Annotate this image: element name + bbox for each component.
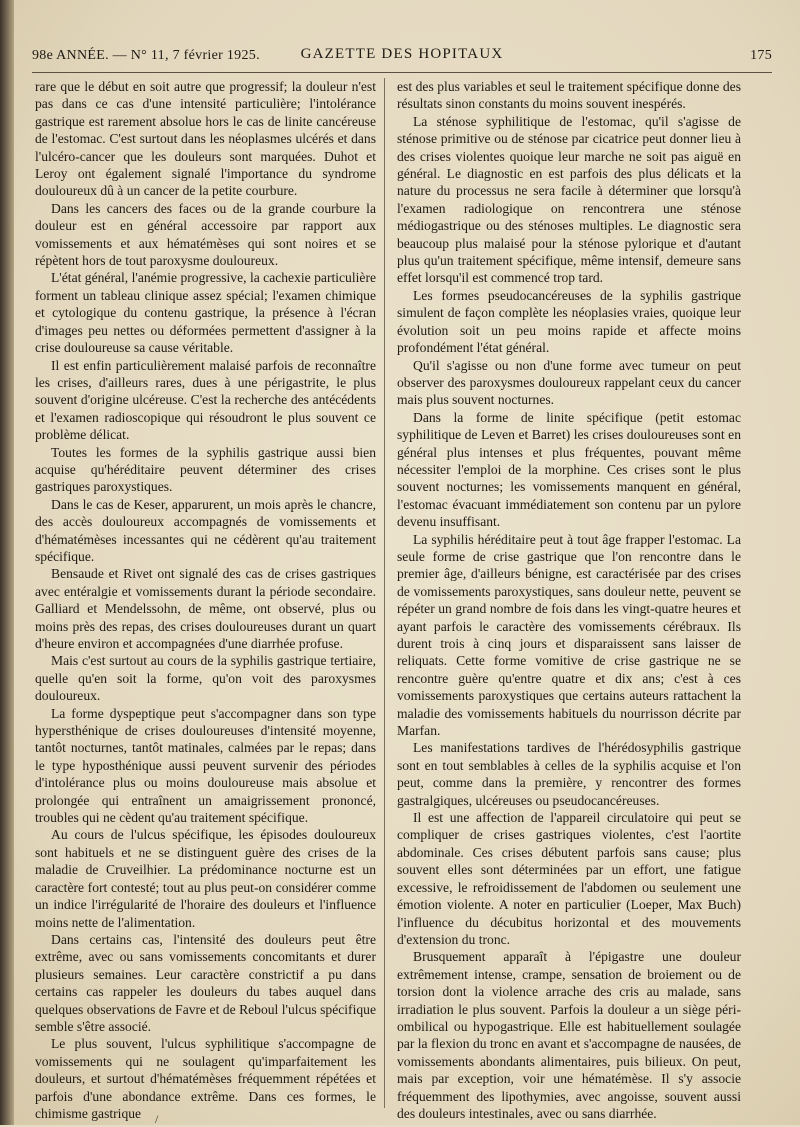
issue-info: 98e ANNÉE. — N° 11, 7 février 1925. (32, 48, 260, 63)
paragraph: Il est enfin particulièrement malaisé parfois de reconnaître les crises, d'ailleurs rares, dues à une périgastrite, le plus souvent d'origine ulcéreuse. C'est la recherche des antécédents et l'examen radioscopique qui résoudront le plus souvent ce problème délicat. (35, 357, 376, 443)
binding-edge (0, 0, 14, 1125)
pencil-mark: / (155, 1112, 159, 1126)
paragraph: Mais c'est surtout au cours de la syphilis gastrique tertiaire, quelle qu'en soit la forme, qu'on voit des paroxysmes douloureux. (35, 653, 376, 704)
paragraph: Au cours de l'ulcus spécifique, les épisodes douloureux sont habituels et ne se distinguent guère des crises de la maladie de Cruveilhier. La prédominance nocturne est un caractère fort contesté; tout au plus peut-on considérer comme un indice l'irrégularité de l'horaire des douleurs et l'influence moins nette de l'alimentation. (35, 827, 376, 930)
paragraph: Les manifestations tardives de l'hérédosyphilis gastrique sont en tout semblables à celles de la syphilis acquise et l'on peut, comme dans la première, y rencontrer des formes gastralgiques, ulcéreuses ou pseudocancéreuses. (397, 740, 741, 808)
paragraph: est des plus variables et seul le traitement spécifique donne des résultats sinon constants du moins souvent inespérés. (397, 79, 741, 112)
page-number: 175 (750, 48, 772, 63)
left-column (35, 78, 376, 1122)
paragraph: Brusquement apparaît à l'épigastre une douleur extrêmement intense, crampe, sensation de broiement ou de torsion dont la violence arrache des cris au malade, sans irradiation le plus souvent. Parfois la douleur a un siège péri-ombilical ou hypogastrique. Elle est habituellement soulagée par la flexion du tronc en avant et s'accompagne de nausées, de vomissements abondants alimentaires, puis bilieux. On peut, mais par exception, voir une hématémèse. Il s'y associe fréquemment des lipothymies, avec angoisse, souvent aussi des douleurs intestinales, avec ou sans diarrhée. (397, 949, 741, 1121)
paragraph: Le plus souvent, l'ulcus syphilitique s'accompagne de vomissements qui ne soulagent qu'imparfaitement les douleurs, et surtout d'hématémèses fréquemment répétées et parfois d'une abondance extrême. Dans ces formes, le chimisme gastrique (35, 1036, 376, 1121)
paragraph: Dans le cas de Keser, apparurent, un mois après le chancre, des accès douloureux accompagnés de vomissements et d'hématémèses incessantes qui ne cédèrent qu'au traitement spécifique. (35, 496, 376, 564)
paragraph: Qu'il s'agisse ou non d'une forme avec tumeur on peut observer des paroxysmes douloureux rappelant ceux du cancer mais plus souvent nocturnes. (397, 357, 741, 408)
right-column (397, 78, 741, 1122)
paragraph: Toutes les formes de la syphilis gastrique aussi bien acquise qu'héréditaire peuvent déterminer des crises gastriques paroxystiques. (35, 444, 376, 495)
running-header (32, 42, 772, 72)
paragraph: La sténose syphilitique de l'estomac, qu'il s'agisse de sténose primitive ou de sténose par cicatrice peut donner lieu à des crises violentes quoique leur marche ne soit pas aiguë en général. Le diagnostic en est parfois des plus délicats et la nature du processus ne sera facile à déterminer que lorsqu'à l'examen radiologique on rencontrera une sténose médiogastrique ou des sténoses multiples. Le diagnostic sera beaucoup plus malaisé pour la sténose pylorique et d'autant plus qu'un traitement spécifique, même intensif, demeure sans effet lorsqu'il est commencé trop tard. (397, 113, 741, 286)
paragraph: Dans certains cas, l'intensité des douleurs peut être extrême, avec ou sans vomissements concomitants et durer plusieurs semaines. Leur caractère constrictif a pu dans certains cas rappeler les douleurs du tabes auquel dans quelques observations de Favre et de Reboul l'ulcus spécifique semble s'être associé. (35, 931, 376, 1034)
paragraph: Les formes pseudocancéreuses de la syphilis gastrique simulent de façon complète les néoplasies vraies, quoique leur évolution soit un peu moins rapide et affecte moins profondément l'état général. (397, 287, 741, 356)
paragraph: Dans la forme de linite spécifique (petit estomac syphilitique de Leven et Barret) les crises douloureuses sont en général plus intenses et plus fréquentes, pouvant même nécessiter l'emploi de la morphine. Ces crises sont le plus souvent nocturnes; les vomissements manquent en général, l'estomac évacuant immédiatement son contenu par un pylore devenu insuffisant. (397, 409, 741, 530)
paragraph: L'état général, l'anémie progressive, la cachexie particulière forment un tableau clinique assez spécial; l'examen chimique et cytologique du contenu gastrique, la présence à l'écran d'images peu nettes ou déformées permettent d'assigner à la crise douloureuse sa cause véritable. (35, 270, 376, 356)
paragraph: Dans les cancers des faces ou de la grande courbure la douleur est en général accessoire par rapport aux vomissements et aux hématémèses qui sont noires et se répètent hors de tout paroxysme douloureux. (35, 200, 376, 269)
paragraph: rare que le début en soit autre que progressif; la douleur n'est pas dans ce cas d'une intensité particulière; l'intolérance gastrique est rarement absolue hors le cas de linite cancéreuse de l'estomac. C'est surtout dans les néoplasmes ulcérés et dans l'ulcéro-cancer que les douleurs sont marquées. Duhot et Leroy ont également signalé l'importance du syndrome douloureux dû à un cancer de la petite courbure. (35, 79, 376, 199)
paragraph: Il est une affection de l'appareil circulatoire qui peut se compliquer de crises gastriques violentes, c'est l'aortite abdominale. Ces crises débutent parfois sans cause; plus souvent elles sont déterminées par un effort, une fatigue excessive, le refroidissement de l'abdomen ou seulement une émotion violente. A noter en particulier (Loeper, Max Buch) l'influence du décubitus horizontal et des mouvements d'extension du tronc. (397, 810, 741, 947)
journal-title: GAZETTE DES HOPITAUX (300, 46, 504, 62)
paragraph: Bensaude et Rivet ont signalé des cas de crises gastriques avec entéralgie et vomissements durant la période secondaire. Galliard et Mendelssohn, de même, ont observé, plus ou moins près des repas, des crises douloureuses durant un quart d'heure environ et accompagnées d'une diarrhée profuse. (35, 566, 376, 651)
paragraph: La forme dyspeptique peut s'accompagner dans son type hypersthénique de crises douloureuses d'intensité moyenne, tantôt nocturnes, tantôt matinales, calmées par le repas; dans le type hyposthénique aussi peuvent survenir des périodes d'intolérance plus ou moins douloureuse mais absolue et prolongée qui entraînent un amaigrissement prononcé, troubles qui ne cèdent qu'au traitement spécifique. (35, 705, 376, 826)
paragraph: La syphilis héréditaire peut à tout âge frapper l'estomac. La seule forme de crise gastrique que l'on rencontre dans le premier âge, d'ailleurs bénigne, est caractérisée par des crises de vomissements paroxystiques, sans douleur nette, peuvent se répéter un grand nombre de fois dans les vingt-quatre heures et ayant parfois le caractère des vomissements cérébraux. Ils durent trois à cinq jours et disparaissent sans laisser de reliquats. Cette forme vomitive de crise gastrique ne se rencontre guère qu'entre quatre et dix ans; c'est à ces vomissements paroxystiques que certains auteurs rattachent la maladie des vomissements habituels du nourrisson décrite par Marfan. (397, 531, 741, 739)
header-rule (32, 72, 772, 73)
column-divider (384, 78, 385, 1108)
